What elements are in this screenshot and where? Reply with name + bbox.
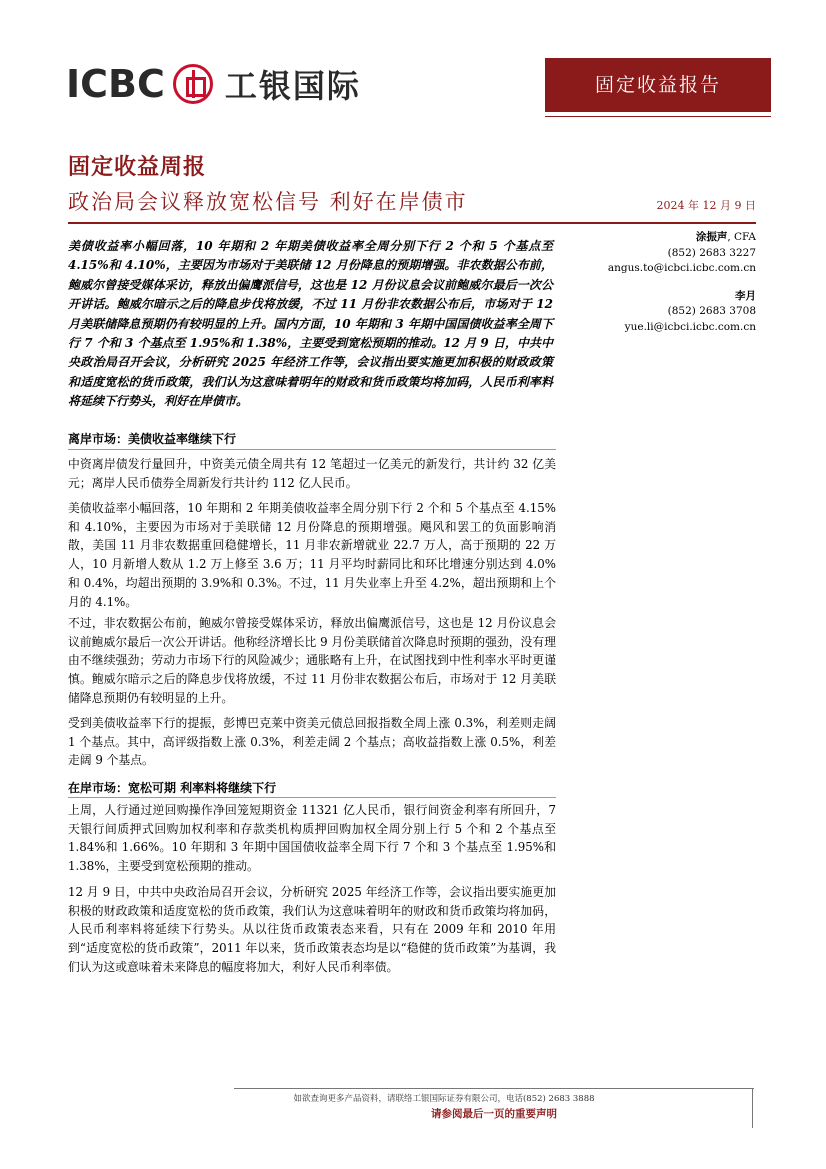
section-heading-onshore: 在岸市场：宽松可期 利率料将继续下行 bbox=[68, 781, 277, 795]
author-email[interactable]: yue.li@icbci.icbc.com.cn bbox=[624, 320, 756, 333]
offshore-paragraph-2: 美债收益率小幅回落，10 年期和 2 年期美债收益率全周分别下行 2 个和 5 个基点至 4.15%和 4.10%，主要因为市场对于美联储 12 月份降息的预期增强。飓风和罢工的负面影响消散，美国 11 月非农数据重回稳健增长，11 月非农新增就业 22.7 万人，高于预期的 22 万人，10 月新增人数从 1.2 万上修至 3.6 万；11 月平均时薪同比和环比增速分别达到 4.0%和 0.4%，均超出预期的 3.9%和 0.3%。不过，11 月失业率上升至 4.2%，超出预期和上个月的 4.1%。 bbox=[68, 501, 556, 609]
banner-underline bbox=[545, 116, 771, 117]
company-logo bbox=[66, 62, 361, 106]
logo-chinese-name: 工银国际 bbox=[224, 67, 361, 105]
offshore-paragraph-4: 受到美债收益率下行的提振，彭博巴克莱中资美元债总回报指数全周上涨 0.3%，利差则走阔 1 个基点。其中，高评级指数上涨 0.3%，利差走阔 2 个基点；高收益指数上涨 0.5%，利差走阔 9 个基点。 bbox=[68, 716, 556, 768]
onshore-paragraph-1: 上周，人行通过逆回购操作净回笼短期资金 11321 亿人民币，银行间资金利率有所回升，7 天银行间质押式回购加权利率和存款类机构质押回购加权全周分别上行 5 个和 2 个基点至 1.84%和 1.66%。10 年期和 3 年期中国国债收益率全周下行 7 个和 3 个基点至 1.95%和 1.38%，主要受到宽松预期的推动。 bbox=[68, 803, 556, 874]
offshore-paragraph-1: 中资离岸债发行量回升，中资美元债全周共有 12 笔超过一亿美元的新发行，共计约 32 亿美元；离岸人民币债券全周新发行共计约 112 亿人民币。 bbox=[68, 457, 556, 490]
footer-disclaimer-note: 请参阅最后一页的重要声明 bbox=[431, 1108, 557, 1120]
author-name: 涂振声 bbox=[695, 231, 728, 243]
section-divider bbox=[68, 449, 556, 450]
author-name: 李月 bbox=[735, 289, 756, 302]
author-email[interactable]: angus.to@icbci.icbc.com.cn bbox=[607, 262, 756, 274]
section-heading-offshore: 离岸市场：美债收益率继续下行 bbox=[68, 432, 237, 446]
title-divider bbox=[68, 222, 756, 224]
author-phone: (852) 2683 3227 bbox=[667, 246, 756, 259]
offshore-paragraph-3: 不过，非农数据公布前，鲍威尔曾接受媒体采访，释放出偏鹰派信号，这也是 12 月份议息会议前鲍威尔最后一次公开讲话。他称经济增长比 9 月份美联储首次降息时预期的强劲，没有理由不继续强劲；劳动力市场下行的风险减少；通胀略有上升，在试图找到中性利率水平时更谨慎。鲍威尔暗示之后的降息步伐将放缓，不过 11 月份非农数据公布后，市场对于 12 月美联储降息预期仍有较明显的上升。 bbox=[68, 616, 556, 705]
author-block bbox=[590, 230, 756, 335]
onshore-paragraph-2: 12 月 9 日，中共中央政治局召开会议，分析研究 2025 年经济工作等，会议指出要实施更加积极的财政政策和适度宽松的货币政策，我们认为这意味着明年的财政和货币政策均将加码，人民币利率料将延续下行势头。从以往货币政策表态来看，只有在 2009 年和 2010 年用到“适度宽松的货币政策”，2011 年以来，货币政策表态均是以“稳健的货币政策”为基调，我们认为这或意味着未来降息的幅度将加大，利好人民币利率债。 bbox=[68, 885, 556, 974]
footer-divider bbox=[234, 1088, 754, 1089]
summary-paragraph: 美债收益率小幅回落，10 年期和 2 年期美债收益率全周分别下行 2 个和 5 个基点至 4.15%和 4.10%，主要因为市场对于美联储 12 月份降息的预期增强。非农数据公布前，鲍威尔曾接受媒体采访，释放出偏鹰派信号，这也是 12 月份议息会议前鲍威尔最后一次公开讲话。鲍威尔暗示之后的降息步伐将放缓，不过 11 月份非农数据公布后，市场对于 12 月美联储降息预期仍有较明显的上升。国内方面，10 年期和 3 年期中国国债收益率全周下行 7 个和 3 个基点至 1.95%和 1.38%，主要受到宽松预期的推动。12 月 9 日，中共中央政治局召开会议，分析研究 2025 年经济工作等，会议指出要实施更加积极的财政政策和适度宽松的货币政策，我们认为这意味着明年的财政和货币政策均将加码，人民币利率料将延续下行势头，利好在岸债市。 bbox=[68, 239, 553, 409]
page-subtitle: 政治局会议释放宽松信号 利好在岸债市 bbox=[68, 190, 468, 214]
logo-text: ICBC bbox=[66, 62, 165, 106]
footer-contact: 如欲查询更多产品资料，请联络工银国际证券有限公司，电话(852) 2683 3888 bbox=[293, 1094, 595, 1104]
icbc-emblem-icon bbox=[173, 64, 213, 104]
section-divider bbox=[68, 797, 556, 798]
author-credential: , CFA bbox=[727, 231, 756, 243]
author-phone: (852) 2683 3708 bbox=[667, 305, 756, 317]
author-1 bbox=[590, 230, 756, 246]
page-title: 固定收益周报 bbox=[68, 154, 207, 180]
report-date: 2024 年 12 月 9 日 bbox=[656, 199, 756, 212]
report-type-banner: 固定收益报告 bbox=[545, 58, 771, 112]
